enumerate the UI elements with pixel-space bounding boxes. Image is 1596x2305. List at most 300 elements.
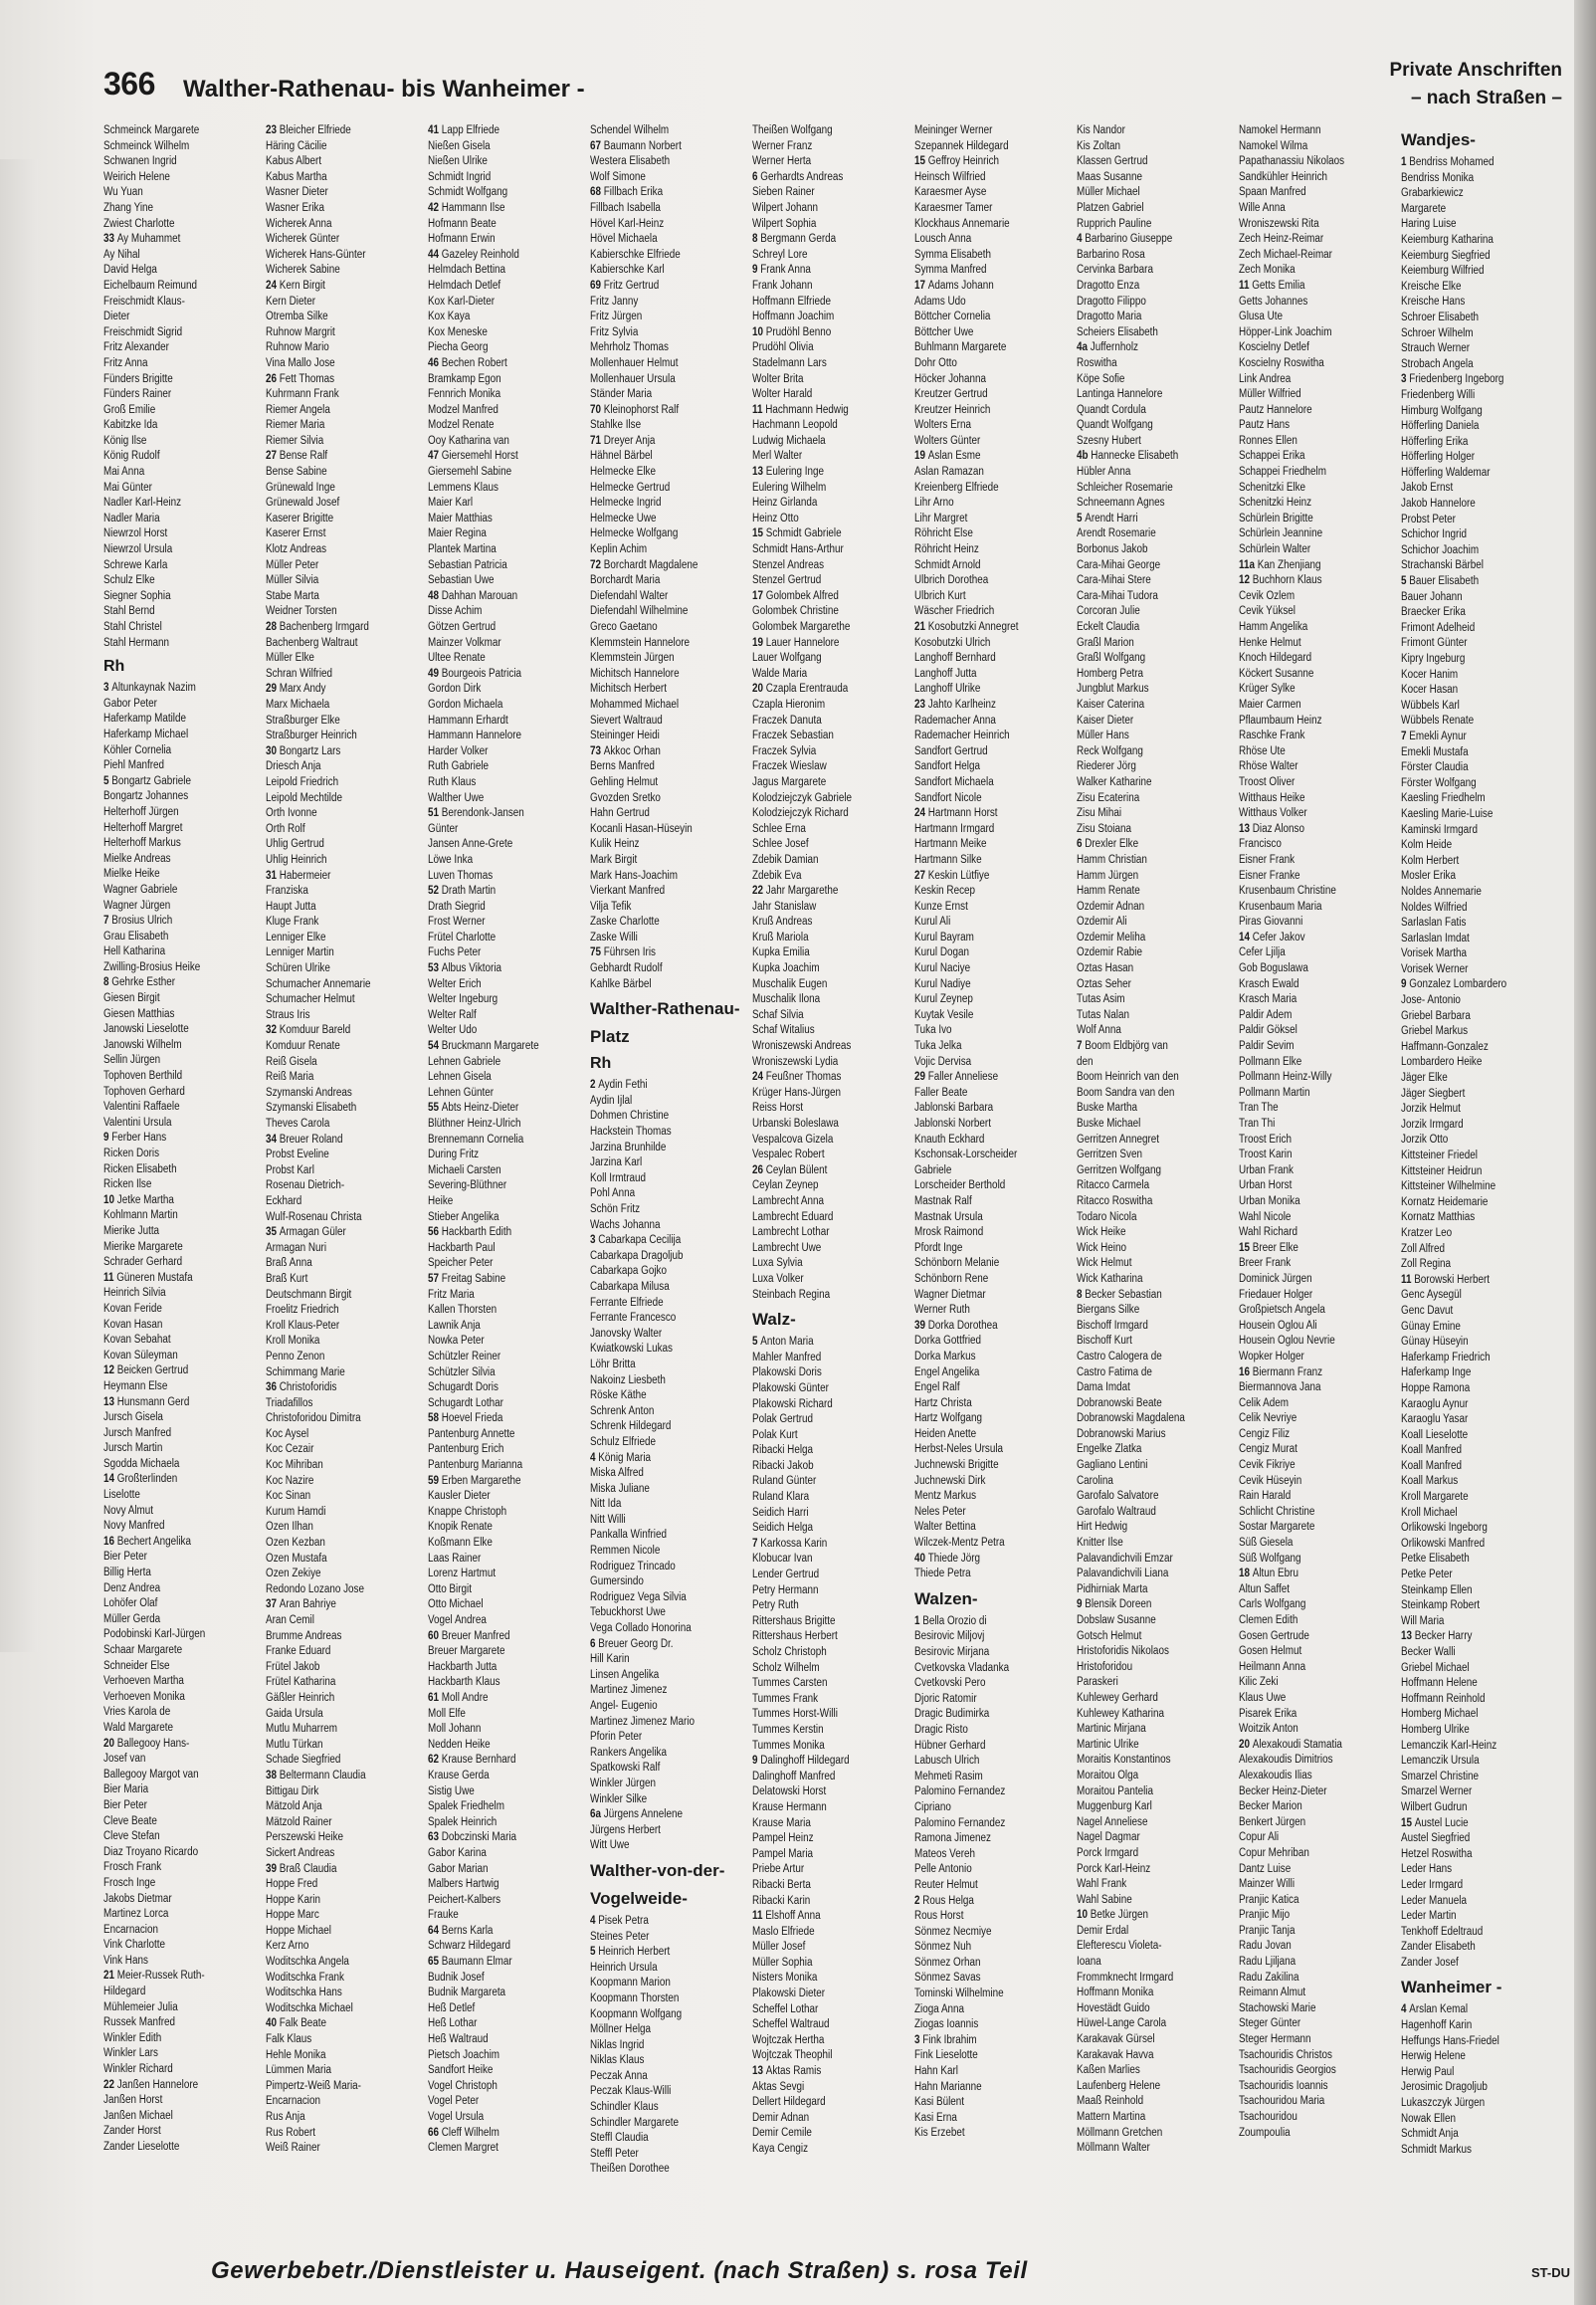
- listing-column: [1239, 123, 1401, 2243]
- resident-entry: Piras Giovanni: [1239, 916, 1303, 929]
- resident-entry: Martinez Jimenez Mario: [590, 1715, 695, 1728]
- resident-entry: Muschalik Ilona: [752, 993, 821, 1006]
- resident-entry: Fennrich Monika: [428, 388, 501, 401]
- resident-entry: Walter Bettina: [914, 1521, 976, 1534]
- resident-entry: Will Maria: [1401, 1614, 1445, 1627]
- footer-code: ST-DU: [1531, 2265, 1570, 2280]
- resident-entry: Koc Nazire: [266, 1474, 314, 1487]
- resident-entry: During Fritz: [428, 1149, 480, 1161]
- resident-entry: Martinic Ulrike: [1077, 1738, 1139, 1751]
- resident-entry: Schwanen Ingrid: [103, 155, 177, 168]
- resident-entry: Karaesmer Ayse: [914, 186, 987, 199]
- resident-entry: Wu Yuan: [103, 186, 143, 199]
- resident-entry: 27 Keskin Lütfiye: [914, 869, 990, 882]
- resident-entry: Cabarkapa Milusa: [590, 1280, 670, 1293]
- resident-entry: Armagan Nuri: [266, 1241, 327, 1254]
- resident-entry: Martinez Lorca: [103, 1908, 169, 1921]
- resident-entry: Özen Kezban: [266, 1537, 325, 1550]
- resident-entry: 6 Gerhardts Andreas: [752, 170, 844, 183]
- resident-entry: Maier Regina: [428, 527, 487, 540]
- resident-entry: 41 Lapp Elfriede: [428, 124, 500, 136]
- resident-entry: Franziska: [266, 885, 308, 898]
- resident-entry: Gumersindo: [590, 1575, 644, 1588]
- resident-entry: Özen Zekiye: [266, 1568, 321, 1580]
- resident-entry: Zander Josef: [1401, 1956, 1459, 1969]
- resident-entry: Kox Kaya: [428, 311, 471, 323]
- resident-entry: Kulik Heinz: [590, 838, 640, 851]
- resident-entry: Perszewski Heike: [266, 1831, 344, 1844]
- resident-entry: Michitsch Hannelore: [590, 667, 680, 680]
- resident-entry: Schendel Wilhelm: [590, 124, 670, 136]
- resident-entry: Mehmeti Rasim: [914, 1770, 983, 1782]
- section-title: Private Anschriften: [1389, 60, 1562, 81]
- resident-entry: Mätzold Rainer: [266, 1815, 332, 1828]
- resident-entry: Kovan Süleyman: [103, 1349, 178, 1362]
- resident-entry: Weiß Rainer: [266, 2142, 320, 2155]
- resident-entry: Mollenhauer Ursula: [590, 372, 676, 385]
- resident-entry: Franke Eduard: [266, 1645, 331, 1658]
- resident-entry: Kurul Dogan: [914, 946, 969, 959]
- resident-entry: Miska Alfred: [590, 1467, 644, 1480]
- resident-entry: Wick Heino: [1077, 1241, 1127, 1254]
- resident-entry: Gotsch Helmut: [1077, 1629, 1142, 1642]
- resident-entry: Herwig Helene: [1401, 2050, 1466, 2063]
- resident-entry: 40 Falk Beate: [266, 2017, 327, 2030]
- resident-entry: Valentini Raffaele: [103, 1101, 180, 1114]
- resident-entry: Leder Hans: [1401, 1863, 1453, 1876]
- resident-entry: Kittsteiner Heidrun: [1401, 1164, 1483, 1177]
- resident-entry: Sönmez Nuh: [914, 1941, 972, 1954]
- resident-entry: Boom Sandra van den: [1077, 1086, 1175, 1099]
- resident-entry: Becker Heinz-Dieter: [1239, 1784, 1327, 1797]
- resident-entry: Smarzel Christine: [1401, 1770, 1480, 1782]
- resident-entry: Thiede Petra: [914, 1568, 971, 1580]
- resident-entry: Ribacki Helga: [752, 1444, 814, 1457]
- resident-entry: Frütel Jakob: [266, 1660, 320, 1673]
- resident-entry: 5 Heinrich Herbert: [590, 1946, 671, 1959]
- resident-entry: 10 Jetke Martha: [103, 1193, 174, 1206]
- resident-entry: Hartmann Irmgard: [914, 822, 995, 835]
- resident-entry: Zisu Stoiana: [1077, 822, 1131, 835]
- resident-entry: Stenzel Andreas: [752, 558, 825, 571]
- resident-entry: Meininger Werner: [914, 124, 993, 136]
- resident-entry: Schmidt Hans-Arthur: [752, 543, 844, 556]
- resident-entry: Fünders Brigitte: [103, 372, 173, 385]
- resident-entry: Vespalec Robert: [752, 1149, 825, 1161]
- resident-entry: Zech Monika: [1239, 264, 1296, 277]
- resident-entry: Zander Horst: [103, 2125, 161, 2138]
- resident-entry: Eckelt Claudia: [1077, 621, 1140, 633]
- resident-entry: Dragic Risto: [914, 1723, 968, 1736]
- resident-entry: Tenkhoff Edeltraud: [1401, 1925, 1484, 1938]
- resident-entry: Heß Waltraud: [428, 2033, 489, 2046]
- resident-entry: Mattern Martina: [1077, 2111, 1146, 2123]
- resident-entry: Krüger Sylke: [1239, 683, 1296, 696]
- resident-entry: Grünewald Josef: [266, 497, 340, 510]
- resident-entry: Maslo Elfriede: [752, 1925, 815, 1938]
- resident-entry: Nießen Ulrike: [428, 155, 488, 168]
- resident-entry: Tuka Ivo: [914, 1024, 952, 1037]
- resident-entry: Koopmann Marion: [590, 1977, 671, 1990]
- resident-entry: Vries Karola de: [103, 1706, 171, 1719]
- resident-entry: 20 Alexakoudi Stamatia: [1239, 1738, 1342, 1751]
- listing-column: [1401, 123, 1563, 2243]
- resident-entry: Fink Lieselotte: [914, 2049, 978, 2062]
- resident-entry: Sandfort Gertrud: [914, 744, 988, 757]
- resident-entry: Zech Heinz-Reimar: [1239, 233, 1324, 246]
- resident-entry: Brumme Andreas: [266, 1629, 342, 1642]
- resident-entry: Michitsch Herbert: [590, 683, 667, 696]
- resident-entry: Pelle Antonio: [914, 1863, 972, 1876]
- resident-entry: Griebel Markus: [1401, 1025, 1469, 1038]
- resident-entry: Müller Elke: [266, 652, 314, 665]
- resident-entry: Karaoglu Yasar: [1401, 1413, 1469, 1426]
- resident-entry: Höpper-Link Joachim: [1239, 325, 1332, 338]
- resident-entry: Housein Oglou Ali: [1239, 1319, 1317, 1332]
- resident-entry: Rademacher Anna: [914, 714, 996, 727]
- resident-entry: Plakowski Doris: [752, 1366, 822, 1379]
- resident-entry: Reiß Maria: [266, 1071, 314, 1084]
- resident-entry: Vink Charlotte: [103, 1939, 165, 1952]
- resident-entry: Kaiser Caterina: [1077, 698, 1145, 711]
- resident-entry: Kurul Zeynep: [914, 993, 973, 1006]
- resident-entry: Heinz Girlanda: [752, 497, 818, 510]
- resident-entry: 63 Dobczinski Maria: [428, 1831, 517, 1844]
- resident-entry: Hüwel-Lange Carola: [1077, 2017, 1167, 2030]
- resident-entry: Krusenbaum Maria: [1239, 900, 1322, 913]
- resident-entry: Schützler Silvia: [428, 1365, 496, 1378]
- resident-entry: Röhricht Else: [914, 527, 973, 540]
- street-heading: Vogelweide-: [590, 1888, 688, 1908]
- resident-entry: Koscielny Roswitha: [1239, 356, 1324, 369]
- resident-entry: Pohl Anna: [590, 1187, 636, 1200]
- resident-entry: 2 Rous Helga: [914, 1894, 974, 1907]
- resident-entry: Niklas Klaus: [590, 2054, 645, 2067]
- resident-entry: Demir Erdal: [1077, 1924, 1129, 1937]
- resident-entry: Strachanski Bärbel: [1401, 559, 1485, 572]
- resident-entry: Schmidt Arnold: [914, 558, 981, 571]
- resident-entry: Jablonski Norbert: [914, 1118, 991, 1130]
- resident-entry: Lauer Wolfgang: [752, 652, 822, 665]
- resident-entry: Diefendahl Walter: [590, 589, 669, 602]
- resident-entry: Koscielny Detlef: [1239, 341, 1309, 354]
- resident-entry: Angel- Eugenio: [590, 1700, 658, 1712]
- resident-entry: Zoumpoulia: [1239, 2126, 1291, 2139]
- resident-entry: 11 Borowski Herbert: [1401, 1273, 1491, 1286]
- resident-entry: Ribacki Jakob: [752, 1459, 814, 1472]
- resident-entry: Müller Josef: [752, 1941, 806, 1954]
- resident-entry: Francisco: [1239, 838, 1282, 851]
- resident-entry: Gosen Gertrude: [1239, 1629, 1309, 1642]
- resident-entry: Steines Peter: [590, 1930, 650, 1943]
- resident-entry: Kosobutzki Ulrich: [914, 636, 991, 649]
- resident-entry: Breuer Margarete: [428, 1645, 505, 1658]
- resident-entry: 59 Erben Margarethe: [428, 1474, 521, 1487]
- resident-entry: Otremba Silke: [266, 311, 328, 323]
- resident-entry: Dalinghoff Manfred: [752, 1770, 836, 1782]
- resident-entry: Juchnewski Dirk: [914, 1474, 986, 1487]
- resident-entry: 11 Güneren Mustafa: [103, 1271, 193, 1284]
- resident-entry: Helmecke Elke: [590, 466, 656, 479]
- resident-entry: Tebuckhorst Uwe: [590, 1606, 666, 1619]
- resident-entry: Koc Sinan: [266, 1490, 311, 1503]
- resident-entry: Lenniger Martin: [266, 946, 334, 959]
- resident-entry: 4 Pisek Petra: [590, 1914, 649, 1927]
- resident-entry: Hahn Karl: [914, 2065, 958, 2078]
- resident-entry: Zander Lieselotte: [103, 2141, 180, 2153]
- page-spine-shadow: [0, 159, 38, 1652]
- resident-entry: Cipriano: [914, 1800, 951, 1813]
- resident-entry: Stabe Marta: [266, 589, 319, 602]
- resident-entry: Koall Manfred: [1401, 1459, 1463, 1472]
- resident-entry: Straus Iris: [266, 1008, 310, 1021]
- resident-entry: Schumacher Annemarie: [266, 977, 371, 990]
- resident-entry: Bittigau Dirk: [266, 1784, 319, 1797]
- resident-entry: Süß Giesela: [1239, 1537, 1294, 1550]
- resident-entry: Kurul Bayram: [914, 931, 974, 943]
- resident-entry: 4 Arslan Kemal: [1401, 2003, 1469, 2016]
- resident-entry: Heß Lothar: [428, 2017, 478, 2030]
- resident-entry: Eichelbaum Reimund: [103, 279, 198, 292]
- resident-entry: Szymanski Andreas: [266, 1086, 352, 1099]
- resident-entry: Haferkamp Matilde: [103, 713, 187, 726]
- resident-entry: Helterhoff Markus: [103, 837, 181, 850]
- resident-entry: Jakob Ernst: [1401, 482, 1454, 495]
- resident-entry: Werner Ruth: [914, 1304, 970, 1317]
- resident-entry: Gordon Dirk: [428, 683, 482, 696]
- resident-entry: Kaserer Ernst: [266, 527, 326, 540]
- resident-entry: Fünders Rainer: [103, 388, 172, 401]
- resident-entry: 48 Dahhan Marouan: [428, 589, 518, 602]
- resident-entry: Jürgens Herbert: [590, 1823, 661, 1836]
- resident-entry: Steffl Peter: [590, 2147, 639, 2160]
- resident-entry: Schroer Elisabeth: [1401, 311, 1480, 323]
- resident-entry: Dobranowski Marius: [1077, 1427, 1166, 1440]
- resident-entry: Remmen Nicole: [590, 1545, 661, 1558]
- resident-entry: Lambrecht Anna: [752, 1194, 825, 1207]
- resident-entry: Mrosk Raimond: [914, 1226, 984, 1239]
- resident-entry: Zwiest Charlotte: [103, 217, 175, 230]
- resident-entry: 39 Dorka Dorothea: [914, 1319, 998, 1332]
- resident-entry: Scheiers Elisabeth: [1077, 325, 1158, 338]
- resident-entry: Hartmann Meike: [914, 838, 987, 851]
- resident-entry: Knauth Eckhard: [914, 1133, 985, 1146]
- resident-entry: Kupka Emilia: [752, 946, 810, 959]
- resident-entry: Troost Karin: [1239, 1149, 1293, 1161]
- resident-entry: Friedenberg Willi: [1401, 388, 1476, 401]
- resident-entry: Novy Manfred: [103, 1520, 165, 1533]
- resident-entry: 64 Berns Karla: [428, 1924, 494, 1937]
- resident-entry: Hill Karin: [590, 1653, 630, 1666]
- resident-entry: Kuhrmann Frank: [266, 388, 339, 401]
- resident-entry: Mierike Margarete: [103, 1240, 183, 1253]
- resident-entry: Sieben Rainer: [752, 186, 815, 199]
- resident-entry: Palomino Fernandez: [914, 1816, 1006, 1829]
- resident-entry: Paldir Göksel: [1239, 1024, 1297, 1037]
- resident-entry: Maaß Reinhold: [1077, 2095, 1144, 2108]
- resident-entry: Schroer Wilhelm: [1401, 326, 1474, 339]
- resident-entry: Pflaumbaum Heinz: [1239, 714, 1322, 727]
- resident-entry: Fritz Maria: [428, 1288, 475, 1301]
- resident-entry: 44 Gazeley Reinhold: [428, 248, 519, 261]
- resident-entry: Radu Ljiljana: [1239, 1956, 1297, 1969]
- resident-entry: Hoffmann Helene: [1401, 1677, 1478, 1690]
- resident-entry: Großpietsch Angela: [1239, 1304, 1325, 1317]
- resident-entry: Lousch Anna: [914, 233, 972, 246]
- resident-entry: Gabriele: [914, 1163, 952, 1176]
- resident-entry: Haferkamp Inge: [1401, 1366, 1472, 1379]
- resident-entry: Otto Michael: [428, 1598, 484, 1611]
- resident-entry: Cara-Mihai Tudora: [1077, 589, 1158, 602]
- street-heading: Wandjes-: [1401, 130, 1476, 149]
- resident-entry: 20 Czapla Erentrauda: [752, 683, 849, 696]
- resident-entry: Sebastian Uwe: [428, 574, 495, 587]
- resident-entry: Keiemburg Siegfried: [1401, 249, 1491, 262]
- resident-entry: Höfferling Daniela: [1401, 420, 1480, 433]
- resident-entry: Kuhlewey Katharina: [1077, 1707, 1164, 1720]
- resident-entry: Cevik Hüseyin: [1239, 1474, 1302, 1487]
- resident-entry: Riemer Angela: [266, 403, 330, 416]
- resident-entry: Genc Davut: [1401, 1304, 1454, 1317]
- resident-entry: Vogel Christoph: [428, 2079, 498, 2092]
- resident-entry: Ferrante Elfriede: [590, 1296, 664, 1309]
- resident-entry: 47 Giersemehl Horst: [428, 450, 518, 463]
- resident-entry: Reiß Gisela: [266, 1055, 317, 1068]
- resident-entry: Besirovic Mirjana: [914, 1646, 990, 1658]
- resident-entry: Fraczek Wieslaw: [752, 760, 827, 773]
- resident-entry: Schleicher Rosemarie: [1077, 481, 1173, 494]
- resident-entry: Hristoforidou: [1077, 1660, 1133, 1673]
- resident-entry: Hartmann Silke: [914, 853, 982, 866]
- resident-entry: Wasner Erika: [266, 201, 324, 214]
- resident-entry: Kurul Nadiye: [914, 977, 971, 990]
- resident-entry: Modzel Manfred: [428, 403, 499, 416]
- resident-entry: Djoric Ratomir: [914, 1692, 977, 1705]
- resident-entry: Zoll Regina: [1401, 1258, 1452, 1271]
- resident-entry: Scholz Christoph: [752, 1646, 827, 1658]
- resident-entry: Schaar Margarete: [103, 1644, 183, 1656]
- resident-entry: Özdemir Rabie: [1077, 946, 1142, 959]
- resident-entry: Lemanczik Ursula: [1401, 1755, 1480, 1768]
- resident-entry: Tsachouridou: [1239, 2111, 1297, 2123]
- resident-entry: Eisner Frank: [1239, 853, 1296, 866]
- resident-entry: Schlee Erna: [752, 822, 806, 835]
- resident-entry: Link Andrea: [1239, 372, 1292, 385]
- resident-entry: Wolters Günter: [914, 434, 981, 447]
- resident-entry: Kabitzke Ida: [103, 419, 158, 432]
- resident-entry: Wolf Simone: [590, 170, 646, 183]
- resident-entry: Jursch Gisela: [103, 1411, 163, 1424]
- resident-entry: Schindler Margarete: [590, 2116, 680, 2129]
- resident-entry: Heinz Otto: [752, 512, 799, 524]
- resident-entry: Hamm Jürgen: [1077, 869, 1139, 882]
- street-heading: Walz-: [752, 1310, 796, 1330]
- resident-entry: Orth Ivonne: [266, 807, 317, 820]
- resident-entry: Braß Kurt: [266, 1272, 308, 1285]
- resident-entry: 9 Dalinghoff Hildegard: [752, 1755, 850, 1768]
- resident-entry: 70 Kleinophorst Ralf: [590, 403, 680, 416]
- resident-entry: Budnik Margareta: [428, 1987, 506, 1999]
- resident-entry: Koll Irmtraud: [590, 1171, 647, 1184]
- resident-entry: Schürlein Walter: [1239, 543, 1311, 556]
- resident-entry: Fraczek Danuta: [752, 714, 822, 727]
- resident-entry: 32 Komduur Bareld: [266, 1024, 351, 1037]
- resident-entry: Freischmidt Sigrid: [103, 325, 183, 338]
- resident-entry: Schneemann Agnes: [1077, 497, 1165, 510]
- resident-entry: Janowski Lieselotte: [103, 1023, 189, 1036]
- resident-entry: Leder Manuela: [1401, 1894, 1467, 1907]
- resident-entry: Lemmens Klaus: [428, 481, 499, 494]
- resident-entry: Reuter Helmut: [914, 1878, 978, 1891]
- resident-entry: 11a Kan Zhenjiang: [1239, 558, 1321, 571]
- resident-entry: Cengiz Murat: [1239, 1443, 1297, 1456]
- resident-entry: Jagus Margarete: [752, 775, 827, 788]
- resident-entry: Palavandichvili Liana: [1077, 1568, 1169, 1580]
- resident-entry: Vorisek Martha: [1401, 947, 1467, 960]
- resident-entry: Vorisek Werner: [1401, 962, 1469, 975]
- resident-entry: Hoppe Ramona: [1401, 1381, 1471, 1394]
- resident-entry: Koopmann Thorsten: [590, 1991, 680, 2004]
- resident-entry: Wolters Erna: [914, 419, 971, 432]
- resident-entry: Helterhoff Margret: [103, 821, 183, 834]
- resident-entry: Mehrholz Thomas: [590, 341, 669, 354]
- resident-entry: Jorzik Irmgard: [1401, 1118, 1464, 1131]
- resident-entry: Paraskeri: [1077, 1676, 1118, 1689]
- resident-entry: Mielke Heike: [103, 868, 160, 881]
- resident-entry: Severing-Blüthner: [428, 1179, 507, 1192]
- resident-entry: Bier Peter: [103, 1551, 147, 1564]
- resident-entry: Paldir Adem: [1239, 1008, 1293, 1021]
- resident-entry: Todaro Nicola: [1077, 1210, 1137, 1223]
- resident-entry: Rodriguez Vega Silvia: [590, 1590, 687, 1603]
- resident-entry: Garofalo Waltraud: [1077, 1505, 1156, 1518]
- resident-entry: Gerritzen Annegret: [1077, 1133, 1160, 1146]
- resident-entry: Cabarkapa Gojko: [590, 1265, 667, 1278]
- resident-entry: Rhöse Walter: [1239, 760, 1298, 773]
- resident-entry: Zisu Ecaterina: [1077, 791, 1140, 804]
- resident-entry: 30 Bongartz Lars: [266, 744, 341, 757]
- resident-entry: Laas Rainer: [428, 1552, 482, 1565]
- resident-entry: Knitter Ilse: [1077, 1537, 1123, 1550]
- resident-entry: Delatowski Horst: [752, 1785, 827, 1798]
- resident-entry: Wahl Frank: [1077, 1878, 1127, 1891]
- resident-entry: Schürlein Brigitte: [1239, 512, 1313, 524]
- resident-entry: 67 Baumann Norbert: [590, 139, 682, 152]
- resident-entry: Mühlemeier Julia: [103, 2000, 178, 2013]
- resident-entry: Berns Manfred: [590, 760, 655, 773]
- resident-entry: Dominick Jürgen: [1239, 1272, 1312, 1285]
- resident-entry: Witthaus Volker: [1239, 807, 1307, 820]
- resident-entry: Jäger Siegbert: [1401, 1087, 1466, 1100]
- resident-entry: Höfferling Waldemar: [1401, 466, 1491, 479]
- resident-entry: 11 Getts Emilia: [1239, 279, 1305, 292]
- resident-entry: Ziogas Ioannis: [914, 2018, 979, 2031]
- resident-entry: Cefer Ljilja: [1239, 946, 1286, 959]
- resident-entry: Kornatz Heidemarie: [1401, 1195, 1489, 1208]
- resident-entry: Mollenhauer Helmut: [590, 356, 679, 369]
- resident-entry: Engel Angelika: [914, 1365, 980, 1378]
- listing-column: [1077, 123, 1239, 2243]
- resident-entry: 56 Hackbarth Edith: [428, 1226, 512, 1239]
- resident-entry: Wroniszewski Rita: [1239, 217, 1319, 230]
- resident-entry: Schrenk Hildegard: [590, 1420, 672, 1433]
- resident-entry: Rus Anja: [266, 2111, 305, 2123]
- resident-entry: Hackstein Thomas: [590, 1126, 672, 1139]
- resident-entry: 26 Ceylan Bülent: [752, 1163, 828, 1176]
- resident-entry: Polak Gertrud: [752, 1413, 814, 1426]
- resident-entry: Frank Johann: [752, 279, 813, 292]
- resident-entry: 65 Baumann Elmar: [428, 1956, 512, 1969]
